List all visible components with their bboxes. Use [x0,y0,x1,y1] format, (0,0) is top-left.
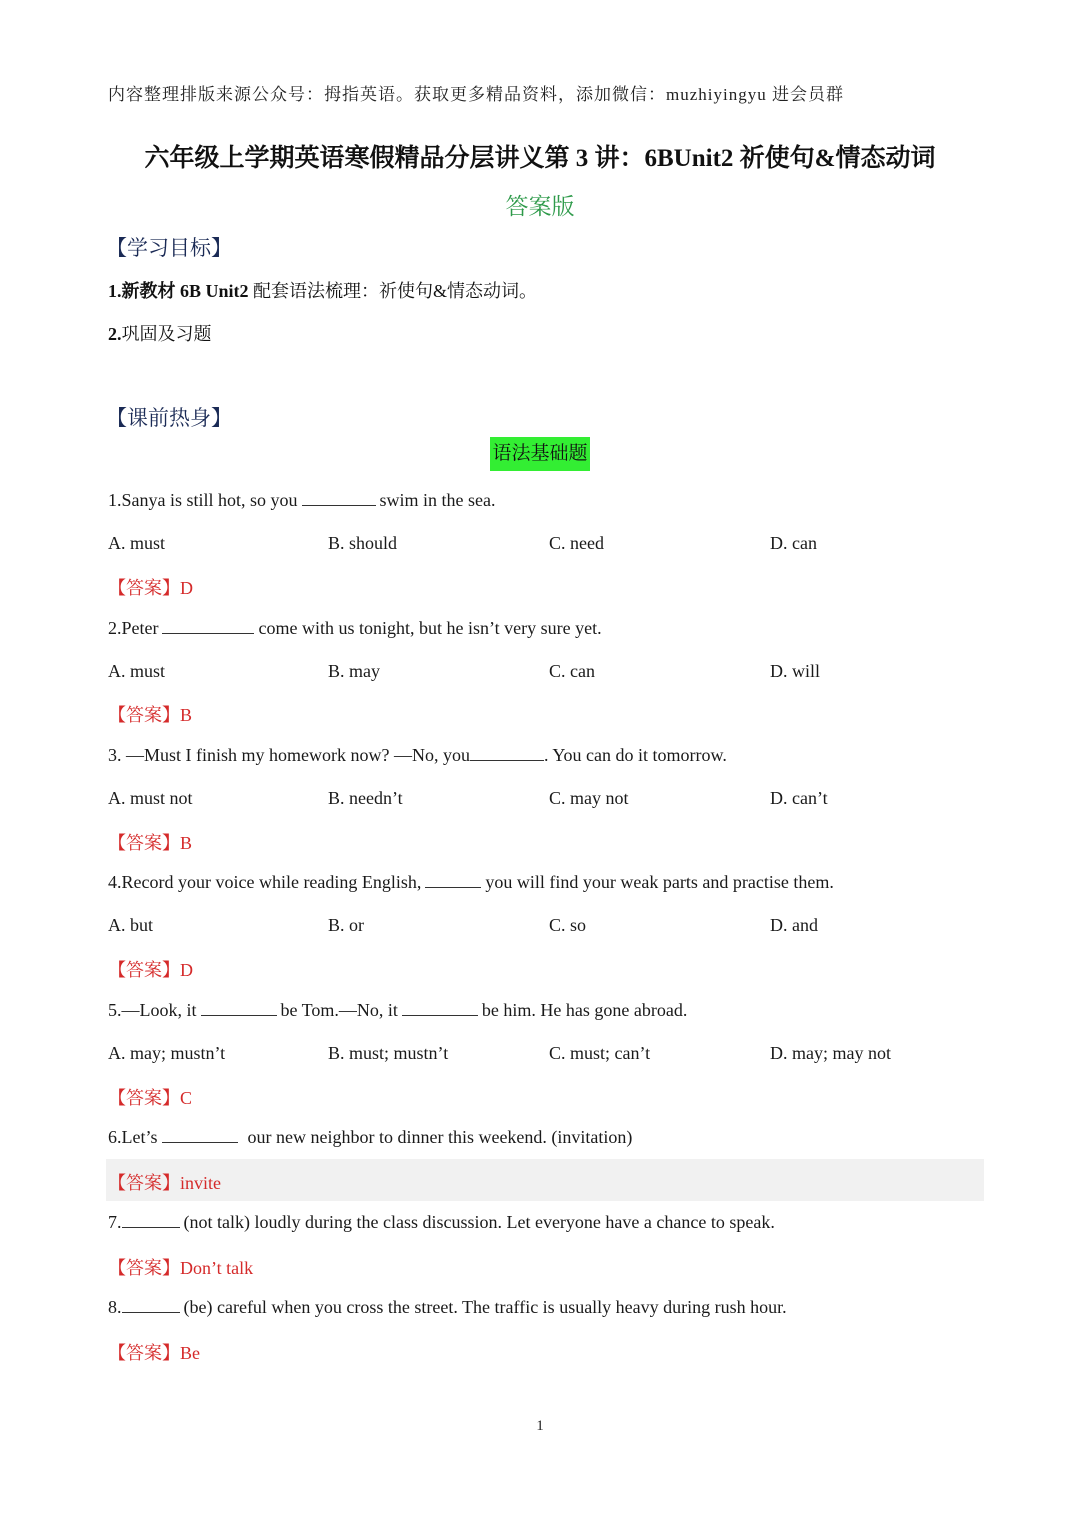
option-a: A. must [108,661,166,681]
answer-line: 【答案】D [108,578,193,598]
question-4: 4.Record your voice while reading English, you will find your weak parts and practise them. [108,872,834,892]
answer-blank [122,1311,180,1313]
question-2: 2.Peter come with us tonight, but he isn’t very sure yet. [108,618,602,638]
answer-line: 【答案】B [108,833,193,853]
option-d: D. can’t [770,788,828,808]
objective-item: 2.巩固及习题 [108,324,212,344]
answer-line: 【答案】Be [108,1343,200,1363]
option-b: B. must; mustn’t [328,1043,449,1063]
option-d: D. may; may not [770,1043,891,1063]
option-c: C. can [549,661,595,681]
answer-version-subtitle: 答案版 [505,194,575,219]
answer-blank [162,632,254,634]
question-1: 1.Sanya is still hot, so you swim in the sea. [108,490,496,510]
source-header: 内容整理排版来源公众号：拇指英语。获取更多精品资料，添加微信：muzhiyingyu 进会员群 [108,85,844,104]
answer-blank [302,504,376,506]
option-d: D. and [770,915,818,935]
answer-line: 【答案】D [108,960,193,980]
option-c: C. so [549,915,587,935]
option-a: A. may; mustn’t [108,1043,226,1063]
option-b: B. needn’t [328,788,403,808]
option-d: D. will [770,661,821,681]
option-b: B. or [328,915,364,935]
grammar-basics-tag: 语法基础题 [490,437,589,471]
answer-blank [402,1014,478,1016]
option-a: A. must [108,533,166,553]
objectives-heading: 【学习目标】 [106,236,232,260]
option-d: D. can [770,533,817,553]
answer-line: 【答案】Don’t talk [108,1258,254,1278]
question-3: 3. —Must I finish my homework now? —No, you . You can do it tomorrow. [108,745,727,765]
answer-line: 【答案】B [108,705,193,725]
option-b: B. may [328,661,380,681]
answer-blank [122,1226,180,1228]
answer-line: 【答案】C [108,1088,193,1108]
answer-line: 【答案】invite [108,1173,221,1193]
document-title: 六年级上学期英语寒假精品分层讲义第 3 讲：6BUnit2 祈使句&情态动词 [144,145,936,172]
question-5: 5.—Look, it be Tom.—No, it be him. He has gone abroad. [108,1000,688,1020]
option-a: A. but [108,915,153,935]
question-8: 8. (be) careful when you cross the street. The traffic is usually heavy during rush hour. [108,1297,787,1317]
question-7: 7. (not talk) loudly during the class discussion. Let everyone have a chance to speak. [108,1212,775,1232]
option-a: A. must not [108,788,193,808]
option-b: B. should [328,533,398,553]
warmup-heading: 【课前热身】 [106,406,232,430]
answer-blank [201,1014,277,1016]
question-6: 6.Let’s our new neighbor to dinner this weekend. (invitation) [108,1127,633,1147]
answer-blank [470,759,544,761]
option-c: C. may not [549,788,629,808]
option-c: C. must; can’t [549,1043,651,1063]
objective-item: 1.新教材 6B Unit2 配套语法梳理：祈使句&情态动词。 [108,281,538,301]
answer-blank [425,886,481,888]
page-number: 1 [536,1418,544,1434]
grammar-basics-tag-row [0,437,1080,471]
answer-highlight [106,1159,984,1201]
answer-blank [162,1141,238,1143]
option-c: C. need [549,533,604,553]
